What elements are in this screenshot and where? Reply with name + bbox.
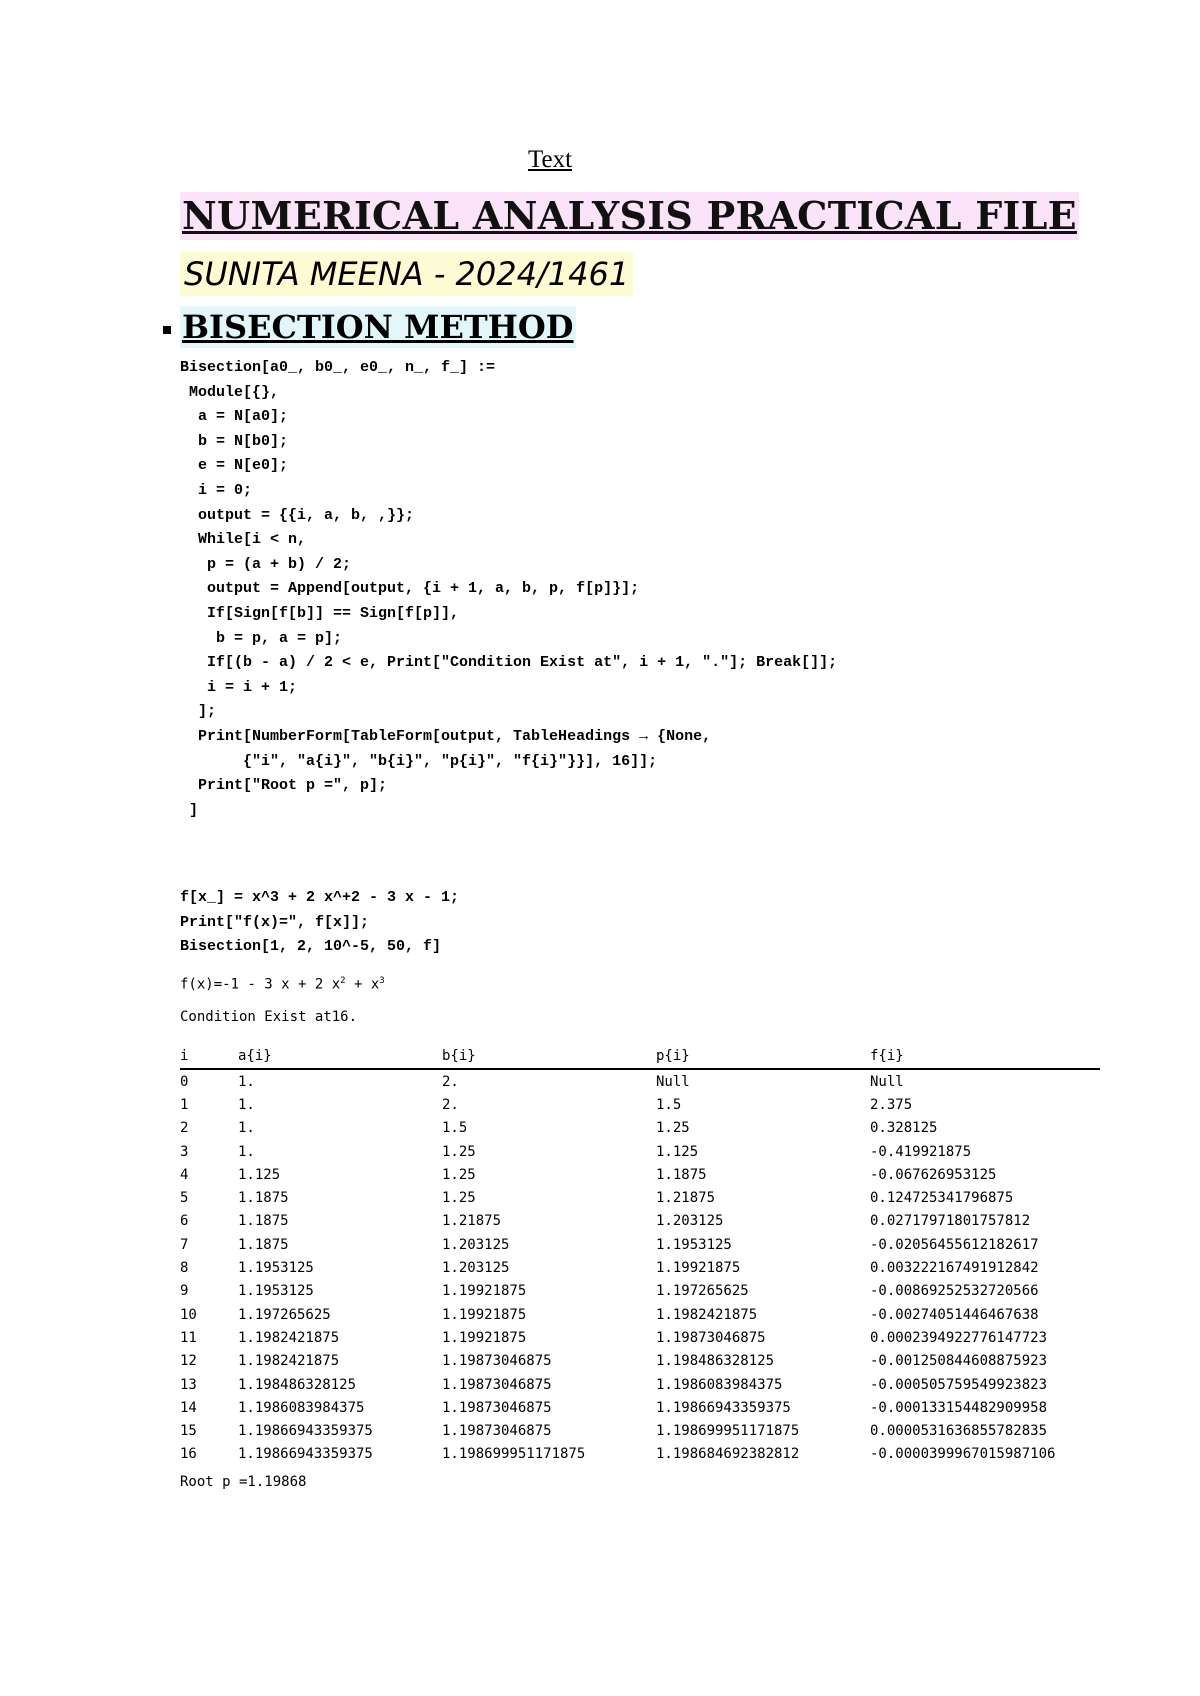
table-cell: -0.00869252532720566 [870, 1283, 1039, 1300]
table-cell: -0.419921875 [870, 1143, 972, 1160]
table-cell: 1.1982421875 [238, 1353, 340, 1370]
table-cell: 1 [180, 1096, 189, 1113]
table-cell: -0.000505759549923823 [870, 1376, 1048, 1393]
table-cell: 1. [238, 1073, 255, 1090]
table-cell: 0.003222167491912842 [870, 1260, 1039, 1277]
table-cell: -0.001250844608875923 [870, 1353, 1048, 1370]
table-cell: 1.19921875 [442, 1283, 527, 1300]
bisection-code: Bisection[a0_, b0_, e0_, n_, f_] := Module[{}, a = N[a0]; b = N[b0]; e = N[e0]; i = 0; output = {{i, a, b, ,}}; While[i < n, p = (a + b) / 2; output = Append[output, {i + 1, a, b, p, f[p]}]; If[Sign[f[b]] == Sign[f[p]], b = p, a = p]; If[(b - a) / 2 < e, Print["Condition Exist at", i + 1, "."]; Break[]]; i = i + 1; ]; Print[NumberForm[TableForm[output, TableHeadings → {None, {"i", "a{i}", "b{i}", "p{i}", "f{i}"}}], 16]]; Print["Root p =", p]; ] [180, 359, 838, 819]
condition-output: Condition Exist at16. [180, 1009, 358, 1025]
table-cell: 1.19873046875 [442, 1423, 552, 1440]
table-cell: 1.19873046875 [442, 1399, 552, 1416]
table-cell: 1.198486328125 [656, 1353, 775, 1370]
table-cell: 1.1875 [238, 1236, 289, 1253]
table-cell: 1.1982421875 [238, 1329, 340, 1346]
table-row [180, 1419, 1100, 1442]
table-cell: 16 [180, 1446, 197, 1463]
table-cell: -0.000133154482909958 [870, 1399, 1048, 1416]
header-b: b{i} [442, 1044, 656, 1069]
table-cell: 1.1875 [656, 1166, 707, 1183]
table-cell: 1. [238, 1120, 255, 1137]
table-cell: 1.5 [442, 1120, 468, 1137]
table-cell: 2. [442, 1073, 459, 1090]
table-cell: 12 [180, 1353, 197, 1370]
table-row [180, 1210, 1100, 1233]
table-cell: 1.19921875 [442, 1306, 527, 1323]
table-cell: Null [656, 1073, 690, 1090]
table-row [180, 1443, 1100, 1466]
table-cell: 9 [180, 1283, 189, 1300]
table-cell: 1.203125 [442, 1236, 510, 1253]
table-cell: 1.1986083984375 [238, 1399, 365, 1416]
table-cell: 2. [442, 1096, 459, 1113]
table-cell: 1.1953125 [656, 1236, 732, 1253]
table-cell: 1.197265625 [656, 1283, 749, 1300]
table-cell: 1.1986083984375 [656, 1376, 783, 1393]
results-table [180, 1044, 1100, 1466]
table-cell: 0.0002394922776147723 [870, 1329, 1048, 1346]
table-row [180, 1163, 1100, 1186]
table-row [180, 1303, 1100, 1326]
table-cell: 4 [180, 1166, 189, 1183]
table-header-row [180, 1044, 1100, 1069]
table-cell: 5 [180, 1190, 189, 1207]
table-cell: 1.21875 [656, 1190, 716, 1207]
header-f: f{i} [870, 1044, 1100, 1069]
table-cell: 1. [238, 1096, 255, 1113]
table-cell: 11 [180, 1329, 197, 1346]
table-cell: 1.25 [442, 1190, 476, 1207]
table-cell: 1.125 [656, 1143, 699, 1160]
section-title: BISECTION METHOD [182, 308, 574, 346]
table-body [180, 1069, 1100, 1466]
table-cell: 8 [180, 1260, 189, 1277]
table-row [180, 1140, 1100, 1163]
table-cell: 1.203125 [656, 1213, 724, 1230]
table-cell: 1.19866943359375 [238, 1446, 373, 1463]
table-cell: 1.25 [656, 1120, 690, 1137]
table-cell: 1.1982421875 [656, 1306, 758, 1323]
table-cell: 10 [180, 1306, 197, 1323]
table-cell: 1.1875 [238, 1213, 289, 1230]
table-cell: 2 [180, 1120, 189, 1137]
table-cell: 1.197265625 [238, 1306, 331, 1323]
table-cell: 1.198699951171875 [442, 1446, 586, 1463]
page-title: NUMERICAL ANALYSIS PRACTICAL FILE [182, 193, 1077, 238]
table-cell: 15 [180, 1423, 197, 1440]
fx-exponent-3: 3 [379, 976, 385, 986]
table-cell: 0.124725341796875 [870, 1190, 1014, 1207]
text-label: Text [527, 146, 573, 173]
table-cell: -0.02056455612182617 [870, 1236, 1039, 1253]
table-cell: 1. [238, 1143, 255, 1160]
table-row [180, 1373, 1100, 1396]
header-a: a{i} [238, 1044, 442, 1069]
table-cell: 0.02717971801757812 [870, 1213, 1031, 1230]
author-line: SUNITA MEENA - 2024/1461 [180, 252, 633, 296]
table-cell: 2.375 [870, 1096, 913, 1113]
table-row [180, 1326, 1100, 1349]
table-cell: 1.19873046875 [656, 1329, 766, 1346]
table-row [180, 1280, 1100, 1303]
table-row [180, 1186, 1100, 1209]
table-cell: 1.25 [442, 1143, 476, 1160]
fx-text: f(x)=-1 - 3 x + 2 x [180, 976, 341, 993]
table-cell: 3 [180, 1143, 189, 1160]
table-cell: 1.19921875 [656, 1260, 741, 1277]
table-cell: 0.0000531636855782835 [870, 1423, 1048, 1440]
table-row [180, 1117, 1100, 1140]
table-row [180, 1256, 1100, 1279]
table-cell: 13 [180, 1376, 197, 1393]
table-cell: -0.00274051446467638 [870, 1306, 1039, 1323]
table-cell: 1.21875 [442, 1213, 502, 1230]
table-cell: 0.328125 [870, 1120, 938, 1137]
table-cell: 1.19866943359375 [656, 1399, 791, 1416]
table-cell: 1.203125 [442, 1260, 510, 1277]
table-cell: Null [870, 1073, 904, 1090]
fx-text-mid: + x [345, 976, 380, 993]
table-cell: 1.5 [656, 1096, 682, 1113]
table-cell: 0 [180, 1073, 189, 1090]
table-row [180, 1233, 1100, 1256]
table-cell: 7 [180, 1236, 189, 1253]
table-cell: 1.198699951171875 [656, 1423, 800, 1440]
table-cell: 1.19873046875 [442, 1353, 552, 1370]
fx-exponent-2: 2 [340, 976, 346, 986]
function-code: f[x_] = x^3 + 2 x^+2 - 3 x - 1; Print["f(x)=", f[x]]; Bisection[1, 2, 10^-5, 50, f] [180, 889, 460, 956]
function-output [180, 976, 385, 993]
table-row [180, 1093, 1100, 1116]
table-row [180, 1069, 1100, 1093]
table-cell: 1.198486328125 [238, 1376, 357, 1393]
table-cell: 1.1953125 [238, 1283, 314, 1300]
table-cell: 1.19866943359375 [238, 1423, 373, 1440]
table-cell: 1.1953125 [238, 1260, 314, 1277]
table-cell: 1.1875 [238, 1190, 289, 1207]
table-row [180, 1396, 1100, 1419]
table-cell: 1.125 [238, 1166, 281, 1183]
table-cell: 1.198684692382812 [656, 1446, 800, 1463]
table-cell: 1.19921875 [442, 1329, 527, 1346]
table-row [180, 1350, 1100, 1373]
table-cell: 14 [180, 1399, 197, 1416]
section-bullet-icon [163, 326, 171, 334]
table-cell: 1.19873046875 [442, 1376, 552, 1393]
header-p: p{i} [656, 1044, 870, 1069]
root-output: Root p =1.19868 [180, 1474, 307, 1490]
header-i: i [180, 1044, 238, 1069]
table-cell: 1.25 [442, 1166, 476, 1183]
table-cell: 6 [180, 1213, 189, 1230]
table-cell: -0.067626953125 [870, 1166, 997, 1183]
table-cell: -0.0000399967015987106 [870, 1446, 1056, 1463]
